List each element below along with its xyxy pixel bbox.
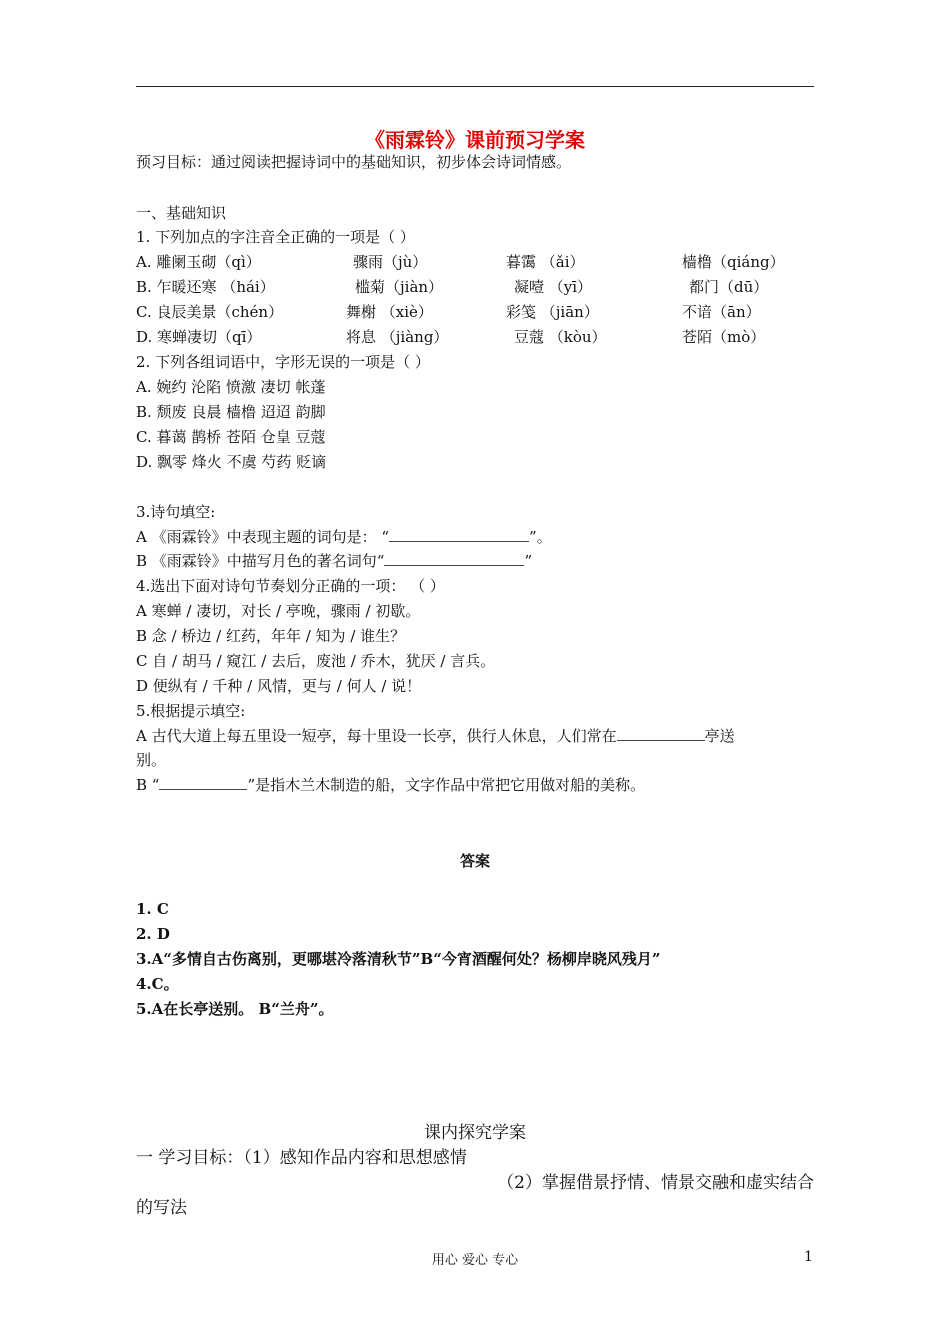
q1-option-c-2: 舞榭 （xiè）	[346, 303, 433, 321]
page-title: 《雨霖铃》课前预习学案	[365, 128, 585, 152]
part2-goal-line3: 的写法	[136, 1198, 187, 1218]
page-number: 1	[804, 1249, 813, 1265]
q1-option-b-3: 凝噎 （yī）	[514, 278, 593, 296]
answer-1: 1. C	[136, 900, 169, 918]
q1-option-b-2: 槛菊（jiàn）	[355, 278, 444, 296]
q1-option-d-4: 苍陌（mò）	[682, 328, 766, 346]
header-rule	[136, 86, 814, 87]
answer-5: 5.A在长亭送别。 B“兰舟”。	[136, 1000, 334, 1018]
q4-option-a: A 寒蝉 / 凄切，对长 / 亭晚，骤雨 / 初歇。	[136, 602, 421, 620]
q4-option-d: D 便纵有 / 千种 / 风情，更与 / 何人 / 说！	[136, 677, 422, 695]
q1-option-b-4: 都门（dū）	[689, 278, 769, 296]
q3-b-prefix: B 《雨霖铃》中描写月色的著名词句“	[136, 552, 385, 570]
q5-line-a-cont: 别。	[136, 751, 167, 769]
q2-option-d: D. 飘零 烽火 不虞 芍药 贬谪	[136, 453, 327, 471]
q2-option-b: B. 颓废 良晨 樯橹 迢迢 韵脚	[136, 403, 326, 421]
q1-option-c-1: C. 良辰美景（chén）	[136, 303, 284, 321]
answer-3: 3.A“多情自古伤离别，更哪堪冷落清秋节”B“今宵酒醒何处？杨柳岸晓风残月”	[136, 950, 661, 968]
q4-option-b: B 念 / 桥边 / 红药，年年 / 知为 / 谁生？	[136, 627, 406, 645]
q5-b-prefix: B “	[136, 776, 160, 794]
q3-stem: 3.诗句填空:	[136, 503, 216, 521]
q5-a-suffix: 亭送	[704, 727, 735, 745]
q3-b-blank[interactable]	[384, 551, 524, 566]
q1-option-c-3: 彩笺 （jiān）	[506, 303, 599, 321]
q3-line-a	[136, 527, 552, 547]
q1-option-d-3: 豆蔻 （kòu）	[514, 328, 607, 346]
q1-option-a-3: 暮霭 （ǎi）	[506, 253, 585, 271]
q1-option-a-1: A. 雕阑玉砌（qì）	[136, 253, 261, 271]
q3-line-b	[136, 551, 532, 571]
answers-heading: 答案	[459, 852, 490, 870]
q1-option-d-2: 将息 （jiàng）	[346, 328, 449, 346]
part2-goal-line2: （2）掌握借景抒情、情景交融和虚实结合	[497, 1173, 814, 1193]
q1-option-b-1: B. 乍暖还寒 （hái）	[136, 278, 275, 296]
q5-a-blank[interactable]	[617, 726, 705, 741]
q1-option-c-4: 不谙（ān）	[682, 303, 761, 321]
part2-goal-line1: 一 学习目标：（1）感知作品内容和思想感情	[136, 1148, 467, 1168]
q3-b-suffix: ”	[524, 552, 533, 570]
q5-line-b	[136, 775, 645, 795]
q3-a-prefix: A 《雨霖铃》中表现主题的词句是： “	[136, 528, 390, 546]
answer-4: 4.C。	[136, 975, 179, 993]
q2-option-a: A. 婉约 沦陷 愤激 凄切 帐蓬	[136, 378, 326, 396]
preview-goal: 预习目标：通过阅读把握诗词中的基础知识，初步体会诗词情感。	[136, 153, 572, 171]
q5-a-prefix: A 古代大道上每五里设一短亭，每十里设一长亭，供行人休息，人们常在	[136, 727, 617, 745]
answer-2: 2. D	[136, 925, 170, 943]
q5-line-a	[136, 726, 735, 746]
q4-option-c: C 自 / 胡马 / 窥江 / 去后，废池 / 乔木，犹厌 / 言兵。	[136, 652, 496, 670]
q3-a-blank[interactable]	[389, 527, 529, 542]
q3-a-suffix: ”。	[529, 528, 552, 546]
footer-motto: 用心 爱心 专心	[431, 1253, 519, 1268]
q5-b-suffix: ”是指木兰木制造的船，文字作品中常把它用做对船的美称。	[247, 776, 646, 794]
q1-option-a-2: 骤雨（jù）	[353, 253, 428, 271]
q2-stem: 2. 下列各组词语中，字形无误的一项是（ ）	[136, 353, 430, 371]
q4-stem: 4.选出下面对诗句节奏划分正确的一项： （ ）	[136, 577, 445, 595]
q5-b-blank[interactable]	[159, 775, 247, 790]
q5-stem: 5.根据提示填空:	[136, 702, 246, 720]
q1-stem: 1. 下列加点的字注音全正确的一项是（ ）	[136, 228, 415, 246]
q1-option-d-1: D. 寒蝉凄切（qī）	[136, 328, 262, 346]
part2-heading: 课内探究学案	[424, 1123, 526, 1143]
section-basic-knowledge: 一、基础知识	[136, 204, 227, 222]
q1-option-a-4: 樯橹（qiáng）	[682, 253, 785, 271]
q2-option-c: C. 暮蔼 鹊桥 苍陌 仓皇 豆蔻	[136, 428, 326, 446]
